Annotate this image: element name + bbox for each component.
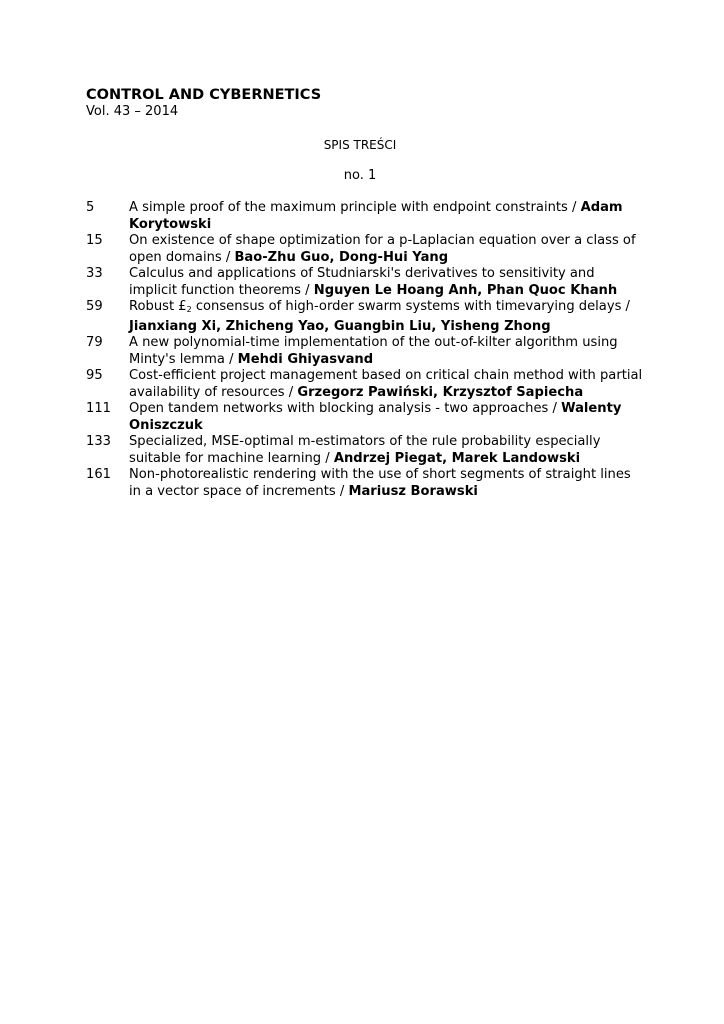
toc-entry [86,299,646,335]
entry-title-symbol: £ [178,299,187,314]
entry-text [129,368,646,401]
entry-authors: Jianxiang Xi, Zhicheng Yao, Guangbin Liu, Yisheng Zhong [129,318,551,334]
toc-entry [86,401,646,434]
entry-title: Specialized, MSE-optimal m-estimators of the rule probability especially suitable for machine learning / [129,434,601,466]
volume-line: Vol. 43 – 2014 [86,104,179,119]
entry-title: Open tandem networks with blocking analysis - two approaches / [129,401,562,416]
toc-heading-text: SPIS TREŚCI [323,138,397,152]
entry-title-start: Robust [129,299,179,314]
toc-entry [86,368,646,401]
entry-authors: Bao-Zhu Guo, Dong-Hui Yang [234,249,449,265]
entry-text [129,266,646,299]
entry-title: Non-photorealistic rendering with the use of short segments of straight lines in a vector space of increments / [129,467,631,499]
entry-page-number: 95 [86,368,103,383]
entry-text [129,467,646,500]
entry-authors: Grzegorz Pawiński, Krzysztof Sapiecha [297,384,584,400]
entry-title: A simple proof of the maximum principle with endpoint constraints / [129,200,581,215]
entry-authors: Mariusz Borawski [348,483,478,499]
entry-authors: Nguyen Le Hoang Anh, Phan Quoc Khanh [313,282,618,298]
entry-text [129,299,646,335]
toc-entry [86,266,646,299]
issue-number [0,168,724,184]
toc-entry [86,434,646,467]
entry-title: Calculus and applications of Studniarski's derivatives to sensitivity and implicit function theorems / [129,266,595,298]
entry-text [129,335,646,368]
toc-entry [86,200,646,233]
entry-title: A new polynomial-time implementation of the out-of-kilter algorithm using Minty's lemma / [129,335,618,367]
journal-title: CONTROL AND CYBERNETICS [86,87,322,103]
toc-entry [86,335,646,368]
entry-title: On existence of shape optimization for a p-Laplacian equation over a class of open domains / [129,233,636,265]
entry-text [129,401,646,434]
entry-page-number: 111 [86,401,111,416]
entry-authors: Walenty Oniszczuk [129,401,622,433]
toc-entry [86,233,646,266]
entry-authors: Adam Korytowski [129,200,623,232]
entry-title: Cost-efficient project management based on critical chain method with partial availability of resources / [129,368,643,400]
entry-page-number: 79 [86,335,103,350]
entry-page-number: 33 [86,266,103,281]
entry-authors: Mehdi Ghiyasvand [237,351,374,367]
issue-number-text: no. 1 [343,168,377,183]
entry-title-end: consensus of high-order swarm systems with timevarying delays / [191,299,630,314]
entry-page-number: 5 [86,200,95,215]
entry-title-subscript: 2 [186,305,192,314]
entry-authors: Andrzej Piegat, Marek Landowski [333,450,581,466]
entry-text [129,233,646,266]
toc-entries [86,200,646,500]
entry-page-number: 59 [86,299,103,314]
entry-text [129,200,646,233]
entry-text [129,434,646,467]
toc-heading [0,137,724,153]
entry-page-number: 15 [86,233,103,248]
entry-page-number: 133 [86,434,111,449]
entry-page-number: 161 [86,467,111,482]
toc-entry [86,467,646,500]
